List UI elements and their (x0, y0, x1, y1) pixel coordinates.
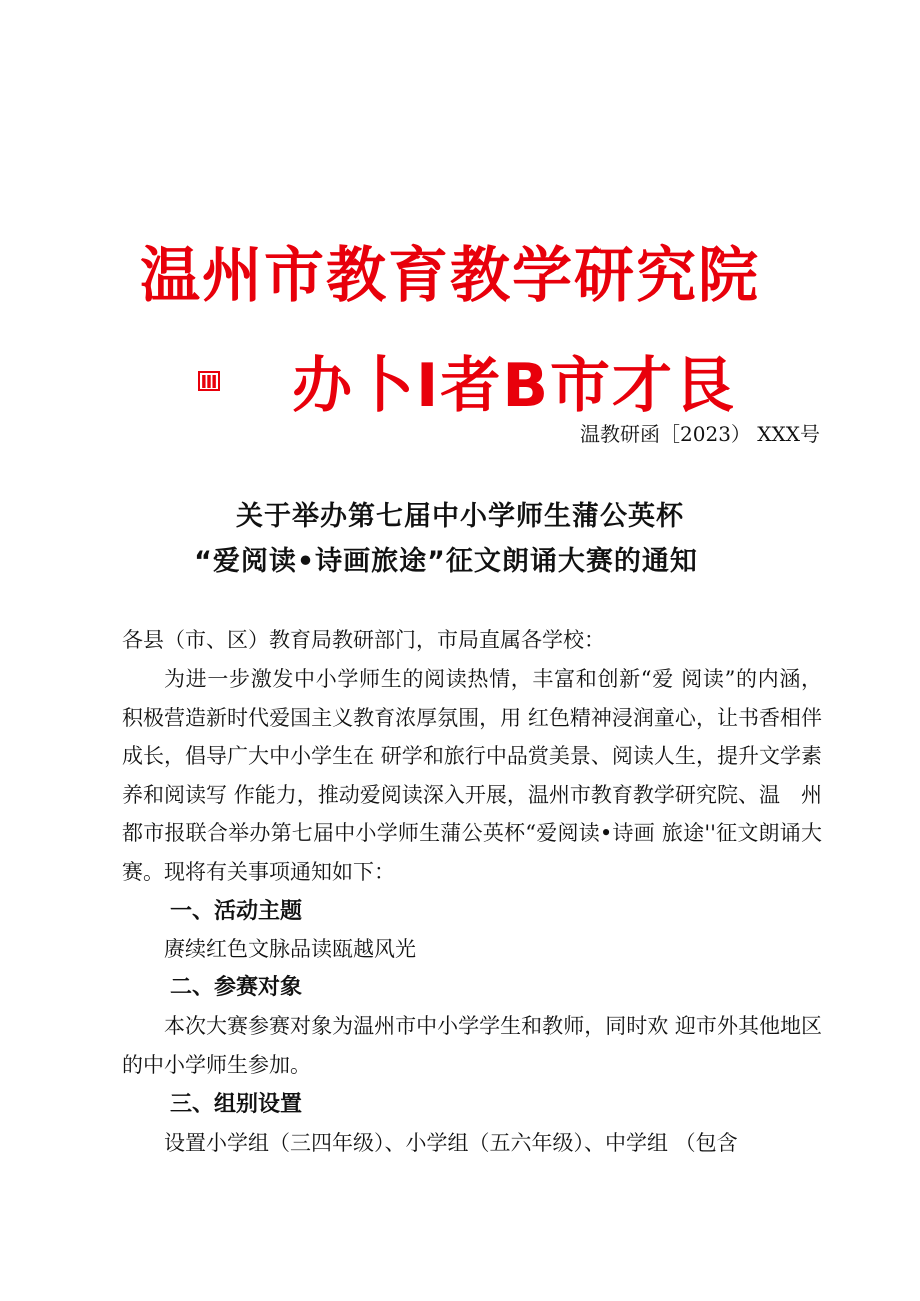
section-text-theme-content: 赓续红色文脉品读瓯越风光 (164, 937, 416, 961)
section-heading-groups: 三、组别设置 (170, 1092, 303, 1117)
notice-title-line-1: 关于举办第七届中小学师生蒲公英杯 (236, 501, 684, 532)
section-text-groups-content: 设置小学组（三四年级）、小学组（五六年级）、中学组 （包含 (164, 1131, 738, 1155)
issuer-name-line-1: 温州市教育教学研究院 (140, 241, 760, 311)
header-mark-icon: Ⅲ (198, 371, 220, 391)
section-heading-participants: 二、参赛对象 (170, 975, 303, 1000)
intro-text: 为进一步激发中小学师生的阅读热情，丰富和创新“爱 阅读”的内涵，积极营造新时代爱国主义教育浓厚氛围，用 红色精神浸润童心，让书香相伴成长，倡导广大中小学生在 研学和旅行中品赏美景、阅读人生，提升文学素养和阅读写 作能力，推动爱阅读深入开展，温州市教育教学研究院、温 州都市报联合举办第七届中小学师生蒲公英杯“爱阅读•诗画 旅途''征文朗诵大赛。现将有关事项通知如下： (122, 667, 822, 884)
section-text-groups (122, 1124, 822, 1163)
section-text-theme (122, 930, 822, 969)
notice-title-line-2: “爱阅读•诗画旅途”征文朗诵大赛的通知 (194, 546, 698, 577)
intro-paragraph (122, 660, 822, 892)
issuer-name-line-2: 办卜I者B市才艮 (292, 351, 737, 421)
document-number: 温教研函［2023） XXX号 (580, 422, 820, 446)
section-text-participants-content: 本次大赛参赛对象为温州市中小学学生和教师，同时欢 迎市外其他地区的中小学师生参加。 (122, 1014, 822, 1077)
salutation: 各县（市、区）教育局教研部门，市局直属各学校： (122, 628, 605, 652)
section-heading-theme: 一、活动主题 (170, 899, 303, 924)
section-text-participants (122, 1007, 822, 1085)
